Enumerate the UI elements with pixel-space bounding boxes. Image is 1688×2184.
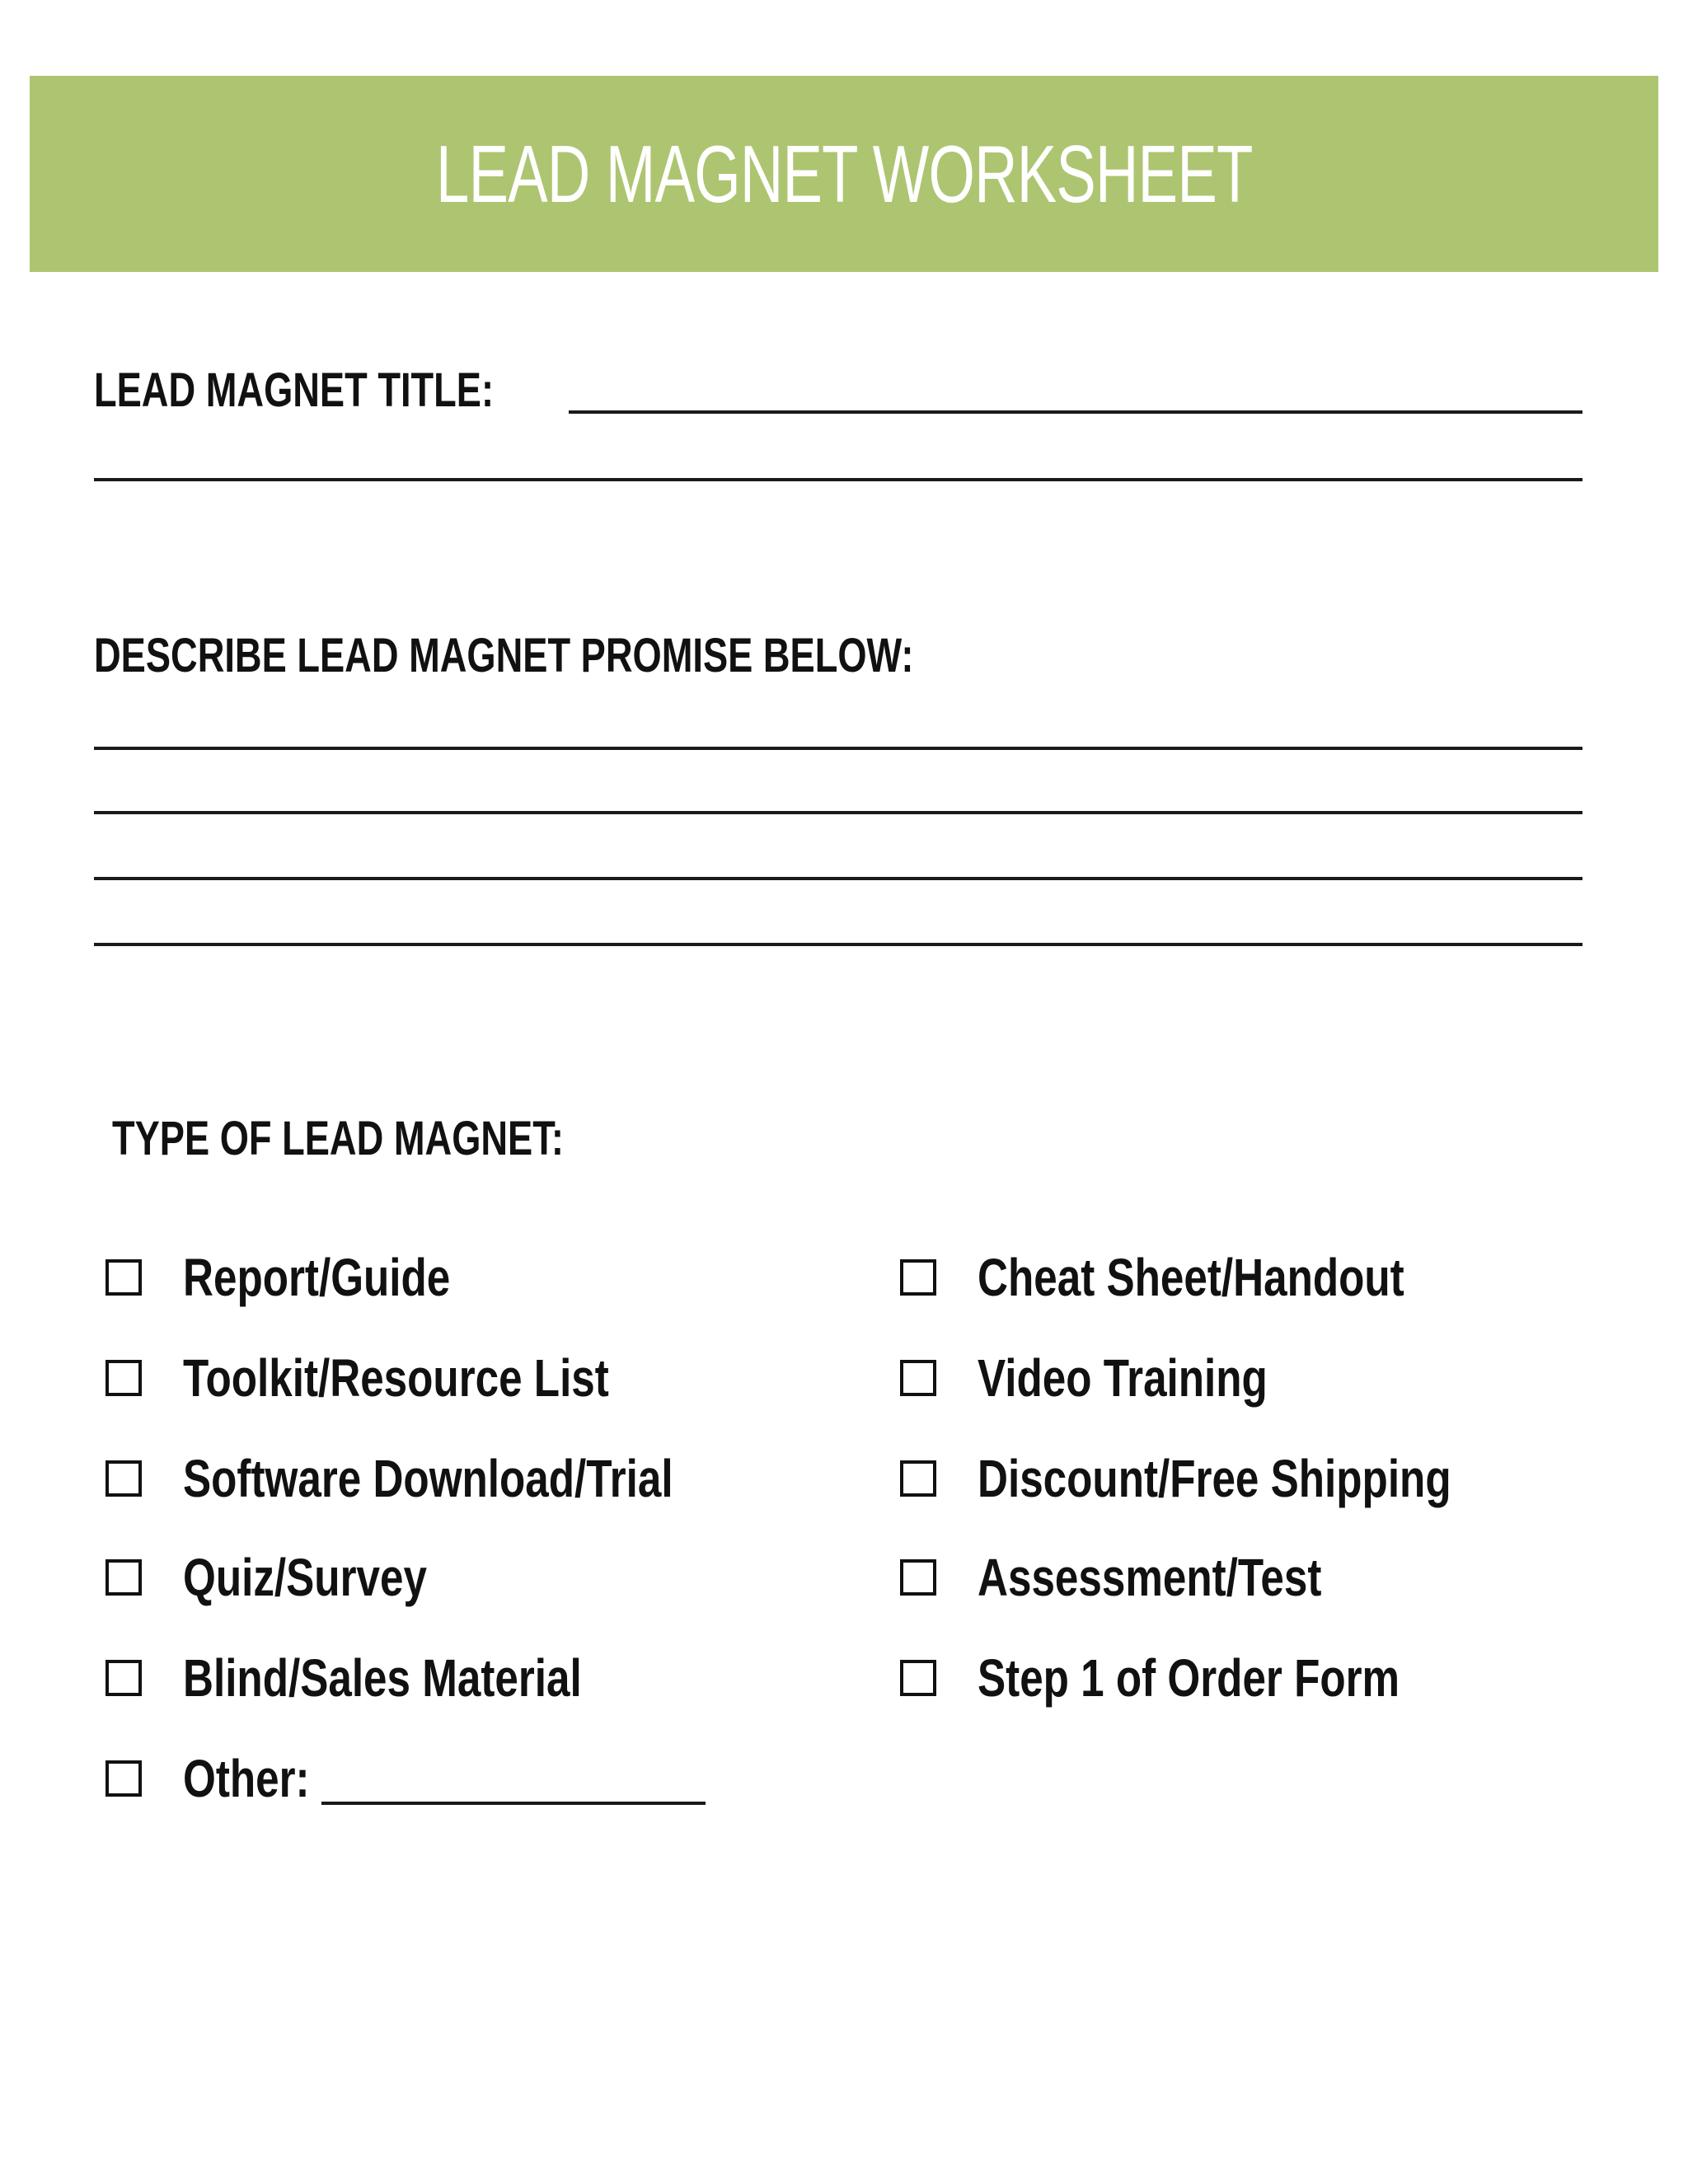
checkbox[interactable] [106, 1259, 142, 1296]
option-quiz-survey[interactable] [106, 1544, 488, 1610]
promise-answer-line-4[interactable] [94, 943, 1582, 946]
promise-answer-line-2[interactable] [94, 811, 1582, 814]
option-label: Assessment/Test [978, 1548, 1322, 1607]
option-label: Report/Guide [183, 1248, 451, 1307]
title-label: LEAD MAGNET TITLE: [94, 363, 495, 417]
checkbox[interactable] [106, 1760, 142, 1797]
option-other[interactable] [106, 1746, 341, 1811]
header-banner [30, 76, 1658, 272]
type-label: TYPE OF LEAD MAGNET: [112, 1112, 564, 1165]
option-assessment-test[interactable] [900, 1544, 1408, 1610]
option-label: Cheat Sheet/Handout [978, 1248, 1404, 1307]
option-label: Quiz/Survey [183, 1548, 427, 1607]
option-label: Video Training [978, 1348, 1268, 1408]
option-cheat-sheet-handout[interactable] [900, 1244, 1511, 1310]
option-discount-free-shipping[interactable] [900, 1446, 1569, 1511]
option-software-download-trial[interactable] [106, 1446, 795, 1511]
checkbox[interactable] [900, 1360, 936, 1396]
option-label: Other: [183, 1749, 310, 1808]
checkbox[interactable] [900, 1559, 936, 1596]
title-answer-line-1[interactable] [569, 410, 1582, 414]
promise-answer-line-1[interactable] [94, 747, 1582, 750]
checkbox[interactable] [106, 1559, 142, 1596]
other-answer-line[interactable] [321, 1802, 706, 1805]
option-label: Blind/Sales Material [183, 1648, 582, 1708]
option-label: Software Download/Trial [183, 1449, 673, 1508]
option-label: Discount/Free Shipping [978, 1449, 1451, 1508]
option-label: Toolkit/Resource List [183, 1348, 609, 1408]
checkbox[interactable] [106, 1460, 142, 1497]
option-report-guide[interactable] [106, 1244, 517, 1310]
page-title: LEAD MAGNET WORKSHEET [435, 128, 1253, 219]
option-video-training[interactable] [900, 1345, 1340, 1411]
title-answer-line-2[interactable] [94, 478, 1582, 481]
checkbox[interactable] [900, 1460, 936, 1497]
promise-answer-line-3[interactable] [94, 877, 1582, 880]
promise-label: DESCRIBE LEAD MAGNET PROMISE BELOW: [94, 629, 914, 682]
option-label: Step 1 of Order Form [978, 1648, 1400, 1708]
checkbox[interactable] [900, 1660, 936, 1696]
checkbox[interactable] [106, 1660, 142, 1696]
checkbox[interactable] [900, 1259, 936, 1296]
option-blind-sales-material[interactable] [106, 1645, 682, 1711]
checkbox[interactable] [106, 1360, 142, 1396]
option-toolkit-resource-list[interactable] [106, 1345, 715, 1411]
option-step-1-order-form[interactable] [900, 1645, 1505, 1711]
